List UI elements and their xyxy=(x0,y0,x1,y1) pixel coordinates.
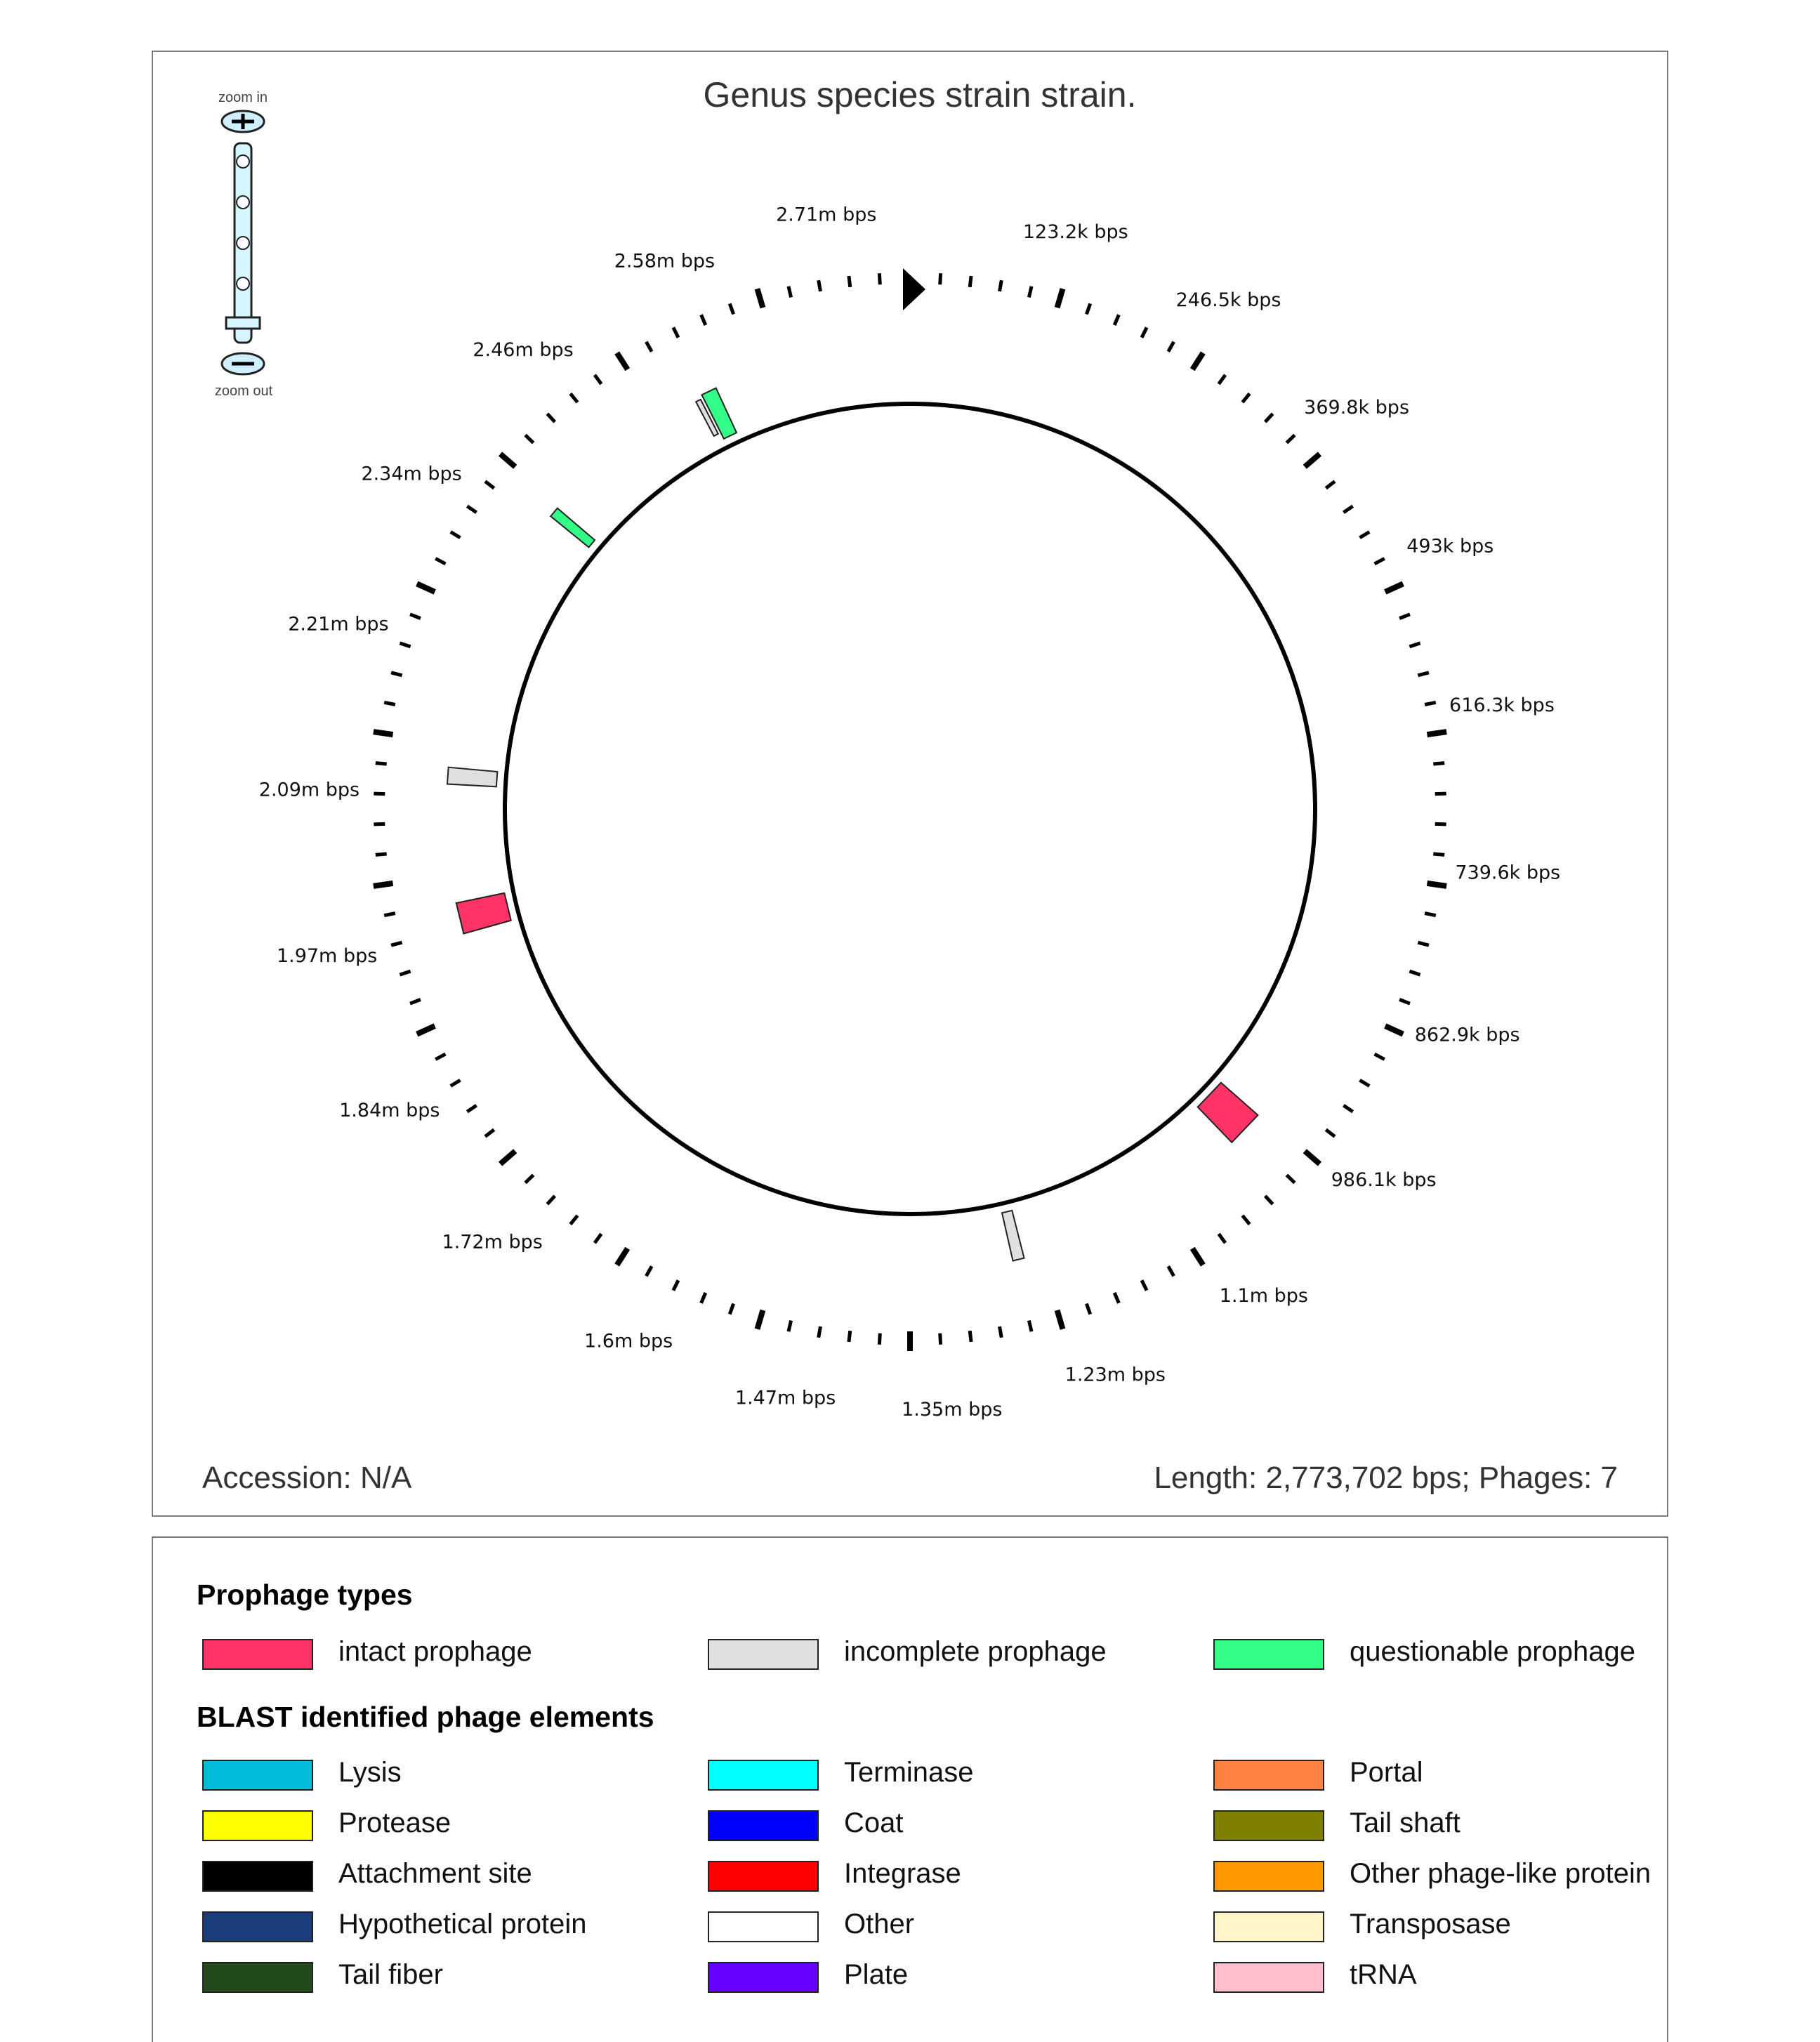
minor-tick xyxy=(1286,1175,1294,1183)
tick-label: 2.46m bps xyxy=(473,339,573,361)
minor-tick xyxy=(1343,506,1352,513)
major-tick xyxy=(374,732,393,735)
minor-tick xyxy=(1029,1321,1031,1332)
legend-swatch xyxy=(202,1861,313,1892)
legend-swatch xyxy=(708,1861,819,1892)
legend-panel xyxy=(152,1536,1668,2042)
tick-label: 369.8k bps xyxy=(1304,397,1409,419)
minor-tick xyxy=(970,276,971,287)
minor-tick xyxy=(730,1303,733,1314)
zoom-level-dot[interactable] xyxy=(237,155,249,168)
minor-tick xyxy=(400,971,410,975)
prophage-markers xyxy=(447,388,1258,1261)
minor-tick xyxy=(1086,1303,1090,1314)
legend-swatch xyxy=(1213,1810,1324,1841)
legend-label: Attachment site xyxy=(338,1858,532,1890)
legend-label: Tail fiber xyxy=(338,1959,443,1991)
legend-label: Terminase xyxy=(844,1757,974,1789)
tick-label: 1.72m bps xyxy=(442,1232,542,1253)
minor-tick xyxy=(1219,1234,1225,1243)
minor-tick xyxy=(391,942,402,945)
minor-tick xyxy=(849,276,850,287)
legend-swatch xyxy=(202,1760,313,1791)
major-tick xyxy=(758,289,763,308)
minor-tick xyxy=(410,614,421,619)
legend-label: intact prophage xyxy=(338,1636,532,1668)
legend-swatch xyxy=(708,1911,819,1942)
legend-label: Integrase xyxy=(844,1858,961,1890)
genome-circle xyxy=(505,404,1315,1214)
major-tick xyxy=(1192,353,1203,370)
minor-tick xyxy=(1343,1105,1352,1112)
tick-label: 1.35m bps xyxy=(902,1399,1002,1421)
legend-label: Transposase xyxy=(1350,1909,1511,1940)
tick-label: 2.71m bps xyxy=(776,204,876,225)
minor-tick xyxy=(1265,414,1273,422)
minor-tick xyxy=(451,532,461,537)
tick-label: 2.21m bps xyxy=(288,613,388,635)
major-tick xyxy=(617,353,628,370)
incomplete-prophage-marker[interactable] xyxy=(447,768,497,787)
intact-prophage-marker[interactable] xyxy=(1198,1083,1258,1142)
legend-label: Portal xyxy=(1350,1757,1423,1789)
minor-tick xyxy=(1000,1326,1002,1338)
minor-tick xyxy=(819,1326,821,1338)
minor-tick xyxy=(400,643,410,647)
zoom-in-label: zoom in xyxy=(218,90,268,105)
minor-tick xyxy=(1168,1266,1174,1276)
legend-swatch xyxy=(708,1810,819,1841)
major-tick xyxy=(1192,1249,1203,1265)
minor-tick xyxy=(879,273,880,284)
minor-tick xyxy=(384,914,395,916)
minor-tick xyxy=(673,327,678,337)
minor-tick xyxy=(1086,303,1090,314)
minor-tick xyxy=(1242,1216,1249,1224)
minor-tick xyxy=(1000,280,1002,291)
tick-label: 493k bps xyxy=(1406,536,1493,558)
genome-title: Genus species strain strain. xyxy=(704,75,1137,114)
legend-swatch xyxy=(202,1639,313,1670)
questionable-prophage-marker[interactable] xyxy=(550,508,595,548)
minor-tick xyxy=(1425,702,1436,704)
tick-labels xyxy=(259,204,1560,1421)
major-tick xyxy=(501,1151,515,1164)
major-tick xyxy=(758,1310,763,1329)
legend-label: Other xyxy=(844,1909,914,1940)
minor-tick xyxy=(1433,854,1444,855)
legend-swatch xyxy=(1213,1911,1324,1942)
minor-tick xyxy=(1168,342,1174,352)
tick-label: 986.1k bps xyxy=(1331,1169,1437,1191)
tick-label: 739.6k bps xyxy=(1455,862,1560,883)
major-tick xyxy=(1057,289,1063,308)
minor-tick xyxy=(1360,532,1370,537)
minor-tick xyxy=(467,506,476,513)
minor-tick xyxy=(1142,1280,1147,1290)
phage-elements-heading: BLAST identified phage elements xyxy=(197,1701,654,1734)
minor-tick xyxy=(547,1196,555,1204)
major-tick xyxy=(417,1026,435,1034)
legend-label: Tail shaft xyxy=(1350,1807,1460,1839)
minor-tick xyxy=(1242,394,1249,402)
legend-swatch xyxy=(202,1911,313,1942)
minor-tick xyxy=(940,273,941,284)
tick-label: 1.84m bps xyxy=(339,1100,440,1121)
minor-tick xyxy=(1399,999,1410,1003)
minor-tick xyxy=(1418,673,1428,676)
tick-label: 1.97m bps xyxy=(277,945,377,967)
legend-label: Coat xyxy=(844,1807,904,1839)
minor-tick xyxy=(376,854,387,855)
legend-swatch xyxy=(1213,1861,1324,1892)
major-tick xyxy=(417,584,435,592)
minor-tick xyxy=(1286,435,1294,443)
major-tick xyxy=(1305,1151,1319,1164)
major-tick xyxy=(1385,1026,1403,1034)
tick-label: 1.6m bps xyxy=(584,1330,673,1352)
minor-tick xyxy=(1375,558,1385,563)
minor-tick xyxy=(435,1054,445,1059)
legend-label: Protease xyxy=(338,1807,451,1839)
zoom-slider-handle[interactable] xyxy=(226,317,260,329)
minor-tick xyxy=(485,481,494,488)
minor-tick xyxy=(849,1331,850,1342)
legend-swatch xyxy=(1213,1639,1324,1670)
zoom-out-icon[interactable] xyxy=(222,353,264,374)
minor-tick xyxy=(673,1280,678,1290)
incomplete-prophage-marker[interactable] xyxy=(1002,1211,1024,1261)
minor-tick xyxy=(525,1175,533,1183)
minor-tick xyxy=(1326,481,1335,488)
legend-label: incomplete prophage xyxy=(844,1636,1107,1668)
minor-tick xyxy=(595,375,601,384)
minor-tick xyxy=(376,763,387,764)
minor-tick xyxy=(1114,315,1119,325)
tick-label: 1.47m bps xyxy=(735,1387,836,1409)
minor-tick xyxy=(410,999,421,1003)
intact-prophage-marker[interactable] xyxy=(456,893,511,934)
tick-label: 2.58m bps xyxy=(614,251,715,272)
minor-tick xyxy=(391,673,402,676)
accession-text: Accession: N/A xyxy=(202,1461,411,1496)
major-tick xyxy=(1427,732,1446,735)
tick-label: 2.09m bps xyxy=(259,779,360,801)
legend-label: Other phage-like protein xyxy=(1350,1858,1651,1890)
minor-tick xyxy=(646,342,652,352)
zoom-level-dot[interactable] xyxy=(237,196,249,209)
legend-swatch xyxy=(708,1639,819,1670)
minor-tick xyxy=(701,1293,706,1303)
major-tick xyxy=(1427,883,1446,886)
tick-label: 2.34m bps xyxy=(361,463,461,485)
minor-tick xyxy=(451,1080,461,1086)
major-tick xyxy=(501,454,515,466)
minor-tick xyxy=(1265,1196,1273,1204)
zoom-out-label: zoom out xyxy=(215,383,273,399)
minor-tick xyxy=(701,315,706,325)
minor-tick xyxy=(570,1216,577,1224)
minor-tick xyxy=(595,1234,601,1243)
tick-label: 1.1m bps xyxy=(1220,1285,1308,1307)
minor-tick xyxy=(789,286,791,298)
tick-label: 862.9k bps xyxy=(1415,1025,1520,1046)
legend-swatch xyxy=(1213,1962,1324,1993)
minor-tick xyxy=(1409,971,1420,975)
legend-swatch xyxy=(1213,1760,1324,1791)
legend-swatch xyxy=(708,1760,819,1791)
major-tick xyxy=(1305,454,1319,466)
legend-label: Hypothetical protein xyxy=(338,1909,587,1940)
minor-tick xyxy=(384,702,395,704)
tick-label: 1.23m bps xyxy=(1065,1364,1166,1386)
tick-marks xyxy=(374,273,1446,1351)
legend-label: tRNA xyxy=(1350,1959,1417,1991)
minor-tick xyxy=(525,435,533,443)
prophage-types-heading: Prophage types xyxy=(197,1579,413,1612)
minor-tick xyxy=(485,1130,494,1137)
zoom-level-dot[interactable] xyxy=(237,277,249,290)
length-info: Length: 2,773,702 bps; Phages: 7 xyxy=(1154,1461,1618,1496)
minor-tick xyxy=(819,280,821,291)
minor-tick xyxy=(1360,1080,1370,1086)
minor-tick xyxy=(789,1321,791,1332)
legend-label: questionable prophage xyxy=(1350,1636,1635,1668)
minor-tick xyxy=(435,558,445,563)
tick-label: 123.2k bps xyxy=(1023,221,1128,243)
minor-tick xyxy=(1219,375,1225,384)
major-tick xyxy=(617,1249,628,1265)
minor-tick xyxy=(547,414,555,422)
legend-label: Lysis xyxy=(338,1757,402,1789)
minor-tick xyxy=(1433,763,1444,764)
minor-tick xyxy=(467,1105,476,1112)
minor-tick xyxy=(1375,1054,1385,1059)
minor-tick xyxy=(1425,914,1436,916)
minor-tick xyxy=(1409,643,1420,647)
minor-tick xyxy=(940,1333,941,1345)
major-tick xyxy=(1385,584,1403,592)
legend-label: Plate xyxy=(844,1959,908,1991)
minor-tick xyxy=(1029,286,1031,298)
legend-swatch xyxy=(202,1810,313,1841)
minor-tick xyxy=(1418,942,1428,945)
major-tick xyxy=(374,883,393,886)
minor-tick xyxy=(1326,1130,1335,1137)
minor-tick xyxy=(879,1333,880,1345)
minor-tick xyxy=(646,1266,652,1276)
minor-tick xyxy=(1399,614,1410,619)
tick-label: 616.3k bps xyxy=(1449,694,1555,716)
zoom-level-dot[interactable] xyxy=(237,237,249,249)
origin-marker-icon xyxy=(903,268,925,310)
tick-label: 246.5k bps xyxy=(1176,289,1281,311)
legend-swatch xyxy=(202,1962,313,1993)
minor-tick xyxy=(570,394,577,402)
minor-tick xyxy=(1142,327,1147,337)
zoom-in-icon[interactable] xyxy=(222,111,264,132)
major-tick xyxy=(1057,1310,1063,1329)
legend-swatch xyxy=(708,1962,819,1993)
minor-tick xyxy=(730,303,733,314)
minor-tick xyxy=(1114,1293,1119,1303)
zoom-control xyxy=(215,90,273,399)
minor-tick xyxy=(970,1331,971,1342)
